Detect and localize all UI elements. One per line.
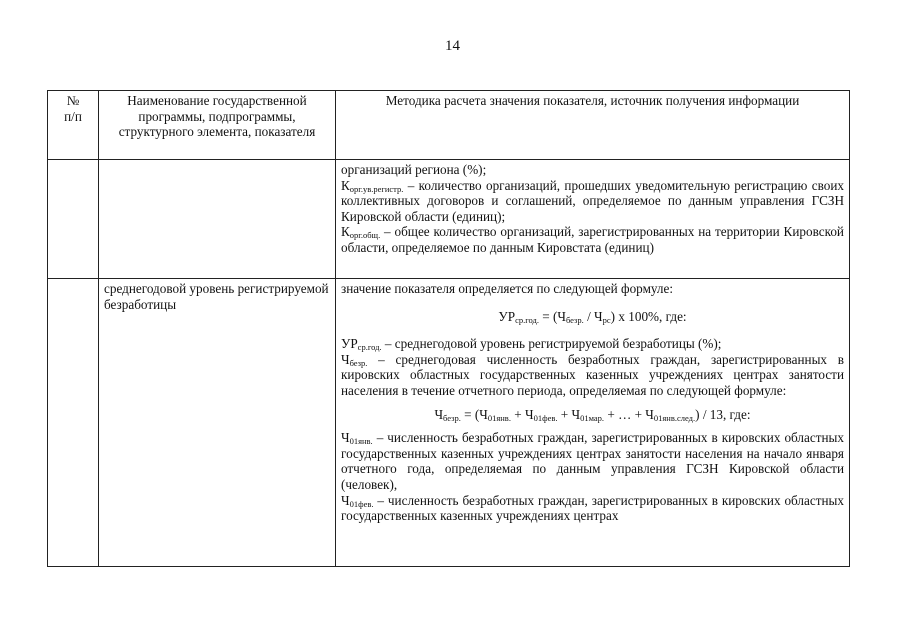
ur-definition: $УР_{ср.год.}$ – среднегодовой уровень регистрируемой безработицы (%); — [341, 336, 722, 353]
header-name: Наименование государственной программы, подпрограммы, структурного элемента, показателя — [99, 91, 336, 160]
header-method: Методика расчета значения показателя, источник получения информации — [336, 91, 850, 160]
ch01feb-definition: $Ч_{01фев.}$ – численность безработных граждан, зарегистрированных в кировских областных государственных казенных учреждениях центрах — [341, 492, 844, 524]
row2-name: среднегодовой уровень регистрируемой безработицы — [99, 279, 336, 567]
table-header-row — [48, 91, 850, 160]
page-number: 14 — [445, 38, 460, 54]
formula-unemployment-rate: $УР_{ср.год.} = (Ч_{безр.} / Ч_{рс})$ x 100%, где: — [498, 308, 687, 325]
table-row — [48, 160, 850, 279]
k1-definition: $К_{орг.ув.регистр.}$ – количество организаций, прошедших уведомительную регистрацию своих коллективных договоров и соглашений, определяемое по данным управления ГСЗН Кировской области (единиц); — [341, 177, 844, 224]
chbezr-definition: $Ч_{безр.}$ – среднегодовая численность безработных граждан, зарегистрированных в кировских областных государственных казенных учреждениях центрах занятости населения в течение отчетного периода, определяемая по следующей формуле: — [341, 351, 844, 398]
ch01jan-definition: $Ч_{01янв.}$ – численность безработных граждан, зарегистрированных в кировских областных государственных казенных учреждениях центрах занятости населения на начало января отчетного года, определяемая по данным управления ГСЗН Кировской области (человек), — [341, 430, 844, 492]
header-number: № п/п — [48, 91, 99, 160]
indicator-table — [47, 90, 850, 567]
row1-number — [48, 160, 99, 279]
table-row — [48, 279, 850, 567]
formula-average-unemployed: $Ч_{безр.} = (Ч_{01янв.} + Ч_{01фев.} + Ч_{01мар.}$ + … + $Ч_{01янв.след.}) / 13$, где: — [434, 406, 751, 423]
row1-method — [336, 160, 850, 279]
row2-intro: значение показателя определяется по следующей формуле: — [341, 281, 674, 296]
k2-definition: $К_{орг.общ.}$ – общее количество организаций, зарегистрированных на территории Кировской области, определяемое по данным Кировстата (единиц) — [341, 224, 844, 255]
row1-name — [99, 160, 336, 279]
row2-number — [48, 279, 99, 567]
row1-line: организаций региона (%); — [341, 162, 487, 177]
row2-method — [336, 279, 850, 567]
